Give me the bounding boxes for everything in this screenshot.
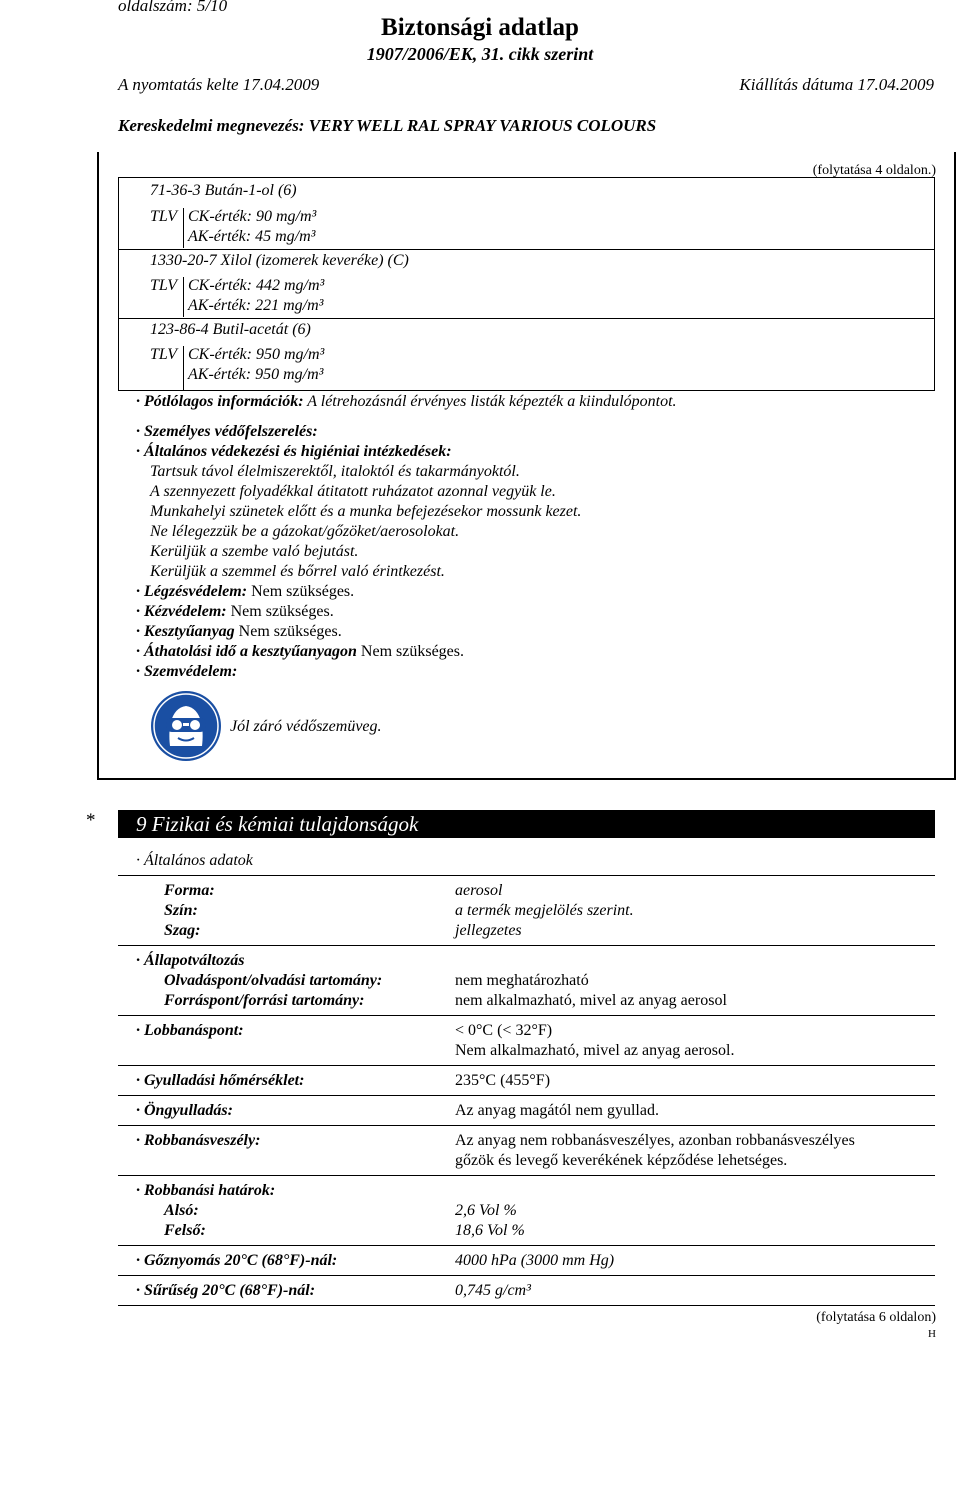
section-9-title: 9 Fizikai és kémiai tulajdonságok [136,812,419,836]
substance-name: 123-86-4 Butil-acetát (6) [150,321,311,338]
respiratory-protection-value: Nem szükséges. [247,583,355,600]
eye-protection-label: · Szemvédelem: [136,663,238,680]
separator [118,1015,935,1016]
glove-material [136,623,342,641]
density-value: 0,745 g/cm³ [455,1282,531,1299]
revision-marker: * [86,810,96,831]
separator [118,1125,935,1126]
additional-info [136,393,677,411]
trade-name: Kereskedelmi megnevezés: VERY WELL RAL SPRAY VARIOUS COLOURS [118,116,657,135]
explosion-limits-heading: · Robbanási határok: [136,1182,276,1199]
eye-protection [136,663,237,681]
penetration-time [136,643,464,661]
hand-protection-label: · Kézvédelem: [136,603,227,620]
ak-value: AK-érték: 45 mg/m³ [188,228,316,245]
respiratory-protection-label: · Légzésvédelem: [136,583,248,600]
melting-value: nem meghatározható [455,972,589,989]
continuation-top: (folytatása 4 oldalon.) [812,163,936,178]
explosion-hazard-label: · Robbanásveszély: [136,1132,261,1149]
continuation-bottom: (folytatása 6 oldalon) [816,1310,936,1325]
separator [118,945,935,946]
separator [118,1095,935,1096]
ak-value: AK-érték: 950 mg/m³ [188,366,324,383]
general-measure-line: Munkahelyi szünetek előtt és a munka befejezésekor mossunk kezet. [150,503,582,520]
goggles-icon [150,690,222,762]
hand-protection [136,603,334,621]
melting-label: Olvadáspont/olvadási tartomány: [164,972,383,989]
separator [118,1175,935,1176]
separator [118,875,935,876]
upper-limit-label: Felső: [164,1222,206,1239]
separator [118,1305,935,1306]
explosion-hazard-value: Az anyag nem robbanásveszélyes, azonban robbanásveszélyes [455,1132,855,1149]
odor-value: jellegzetes [455,922,522,939]
print-date: A nyomtatás kelte 17.04.2009 [118,75,320,94]
boiling-label: Forráspont/forrási tartomány: [164,992,365,1009]
separator [118,1275,935,1276]
ck-value: CK-érték: 90 mg/m³ [188,208,317,225]
general-measure-line: Kerüljük a szemmel és bőrrel való érintkezést. [150,563,445,580]
color-label: Szín: [164,902,198,919]
general-measure-line: Kerüljük a szembe való bejutást. [150,543,359,560]
additional-info-label: · Pótlólagos információk: [136,393,304,410]
explosion-hazard-value-cont: gőzök és levegő keverékének képződése lehetséges. [455,1152,788,1169]
general-measure-line: Ne lélegezzük be a gázokat/gőzöket/aerosolokat. [150,523,460,540]
language-mark: H [928,1328,936,1340]
substance-name: 1330-20-7 Xilol (izomerek keveréke) (C) [150,252,409,269]
separator [118,1065,935,1066]
ak-value: AK-érték: 221 mg/m³ [188,297,324,314]
general-data-heading: · Általános adatok [136,852,253,869]
self-ignition-value: Az anyag magától nem gyullad. [455,1102,659,1119]
color-value: a termék megjelölés szerint. [455,902,634,919]
glove-material-label: · Kesztyűanyag [136,623,235,640]
lower-limit-label: Alsó: [164,1202,199,1219]
limit-type: TLV [150,208,177,225]
eye-protection-text: Jól záró védőszemüveg. [230,718,382,735]
ignition-temp-label: · Gyulladási hőmérséklet: [136,1072,305,1089]
flash-point-note: Nem alkalmazható, mivel az anyag aerosol. [455,1042,735,1059]
flash-point-value: < 0°C (< 32°F) [455,1022,553,1039]
general-measure-line: Tartsuk távol élelmiszerektől, italoktól és takarmányoktól. [150,463,520,480]
penetration-time-label: · Áthatolási idő a kesztyűanyagon [136,643,357,660]
boiling-value: nem alkalmazható, mivel az anyag aerosol [455,992,727,1009]
ck-value: CK-érték: 950 mg/m³ [188,346,325,363]
state-change-heading: · Állapotváltozás [136,952,245,969]
glove-material-value: Nem szükséges. [234,623,342,640]
personal-protection-heading: · Személyes védőfelszerelés: [136,423,318,440]
vapour-pressure-label: · Gőznyomás 20°C (68°F)-nál: [136,1252,338,1269]
upper-limit-value: 18,6 Vol % [455,1222,525,1239]
density-label: · Sűrűség 20°C (68°F)-nál: [136,1282,316,1299]
penetration-time-value: Nem szükséges. [356,643,465,660]
flash-point-label: · Lobbanáspont: [136,1022,244,1039]
document-subtitle: 1907/2006/EK, 31. cikk szerint [366,44,594,64]
hand-protection-value: Nem szükséges. [226,603,334,620]
self-ignition-label: · Öngyulladás: [136,1102,233,1119]
limit-type: TLV [150,277,177,294]
odor-label: Szag: [164,922,201,939]
form-value: aerosol [455,882,503,899]
separator [118,1245,935,1246]
limit-type: TLV [150,346,177,363]
page-number: oldalszám: 5/10 [118,0,228,15]
additional-info-text: A létrehozásnál érvényes listák képezték a kiindulópontot. [303,393,677,410]
substance-name: 71-36-3 Bután-1-ol (6) [150,182,297,199]
respiratory-protection [136,583,354,601]
general-measures-heading: · Általános védekezési és higiéniai intézkedések: [136,443,452,460]
issue-date: Kiállítás dátuma 17.04.2009 [739,75,934,94]
form-label: Forma: [164,882,215,899]
general-measure-line: A szennyezett folyadékkal átitatott ruházatot azonnal vegyük le. [150,483,556,500]
vapour-pressure-value: 4000 hPa (3000 mm Hg) [455,1252,615,1269]
ignition-temp-value: 235°C (455°F) [455,1072,551,1089]
ck-value: CK-érték: 442 mg/m³ [188,277,325,294]
document-title: Biztonsági adatlap [381,14,579,41]
lower-limit-value: 2,6 Vol % [455,1202,517,1219]
